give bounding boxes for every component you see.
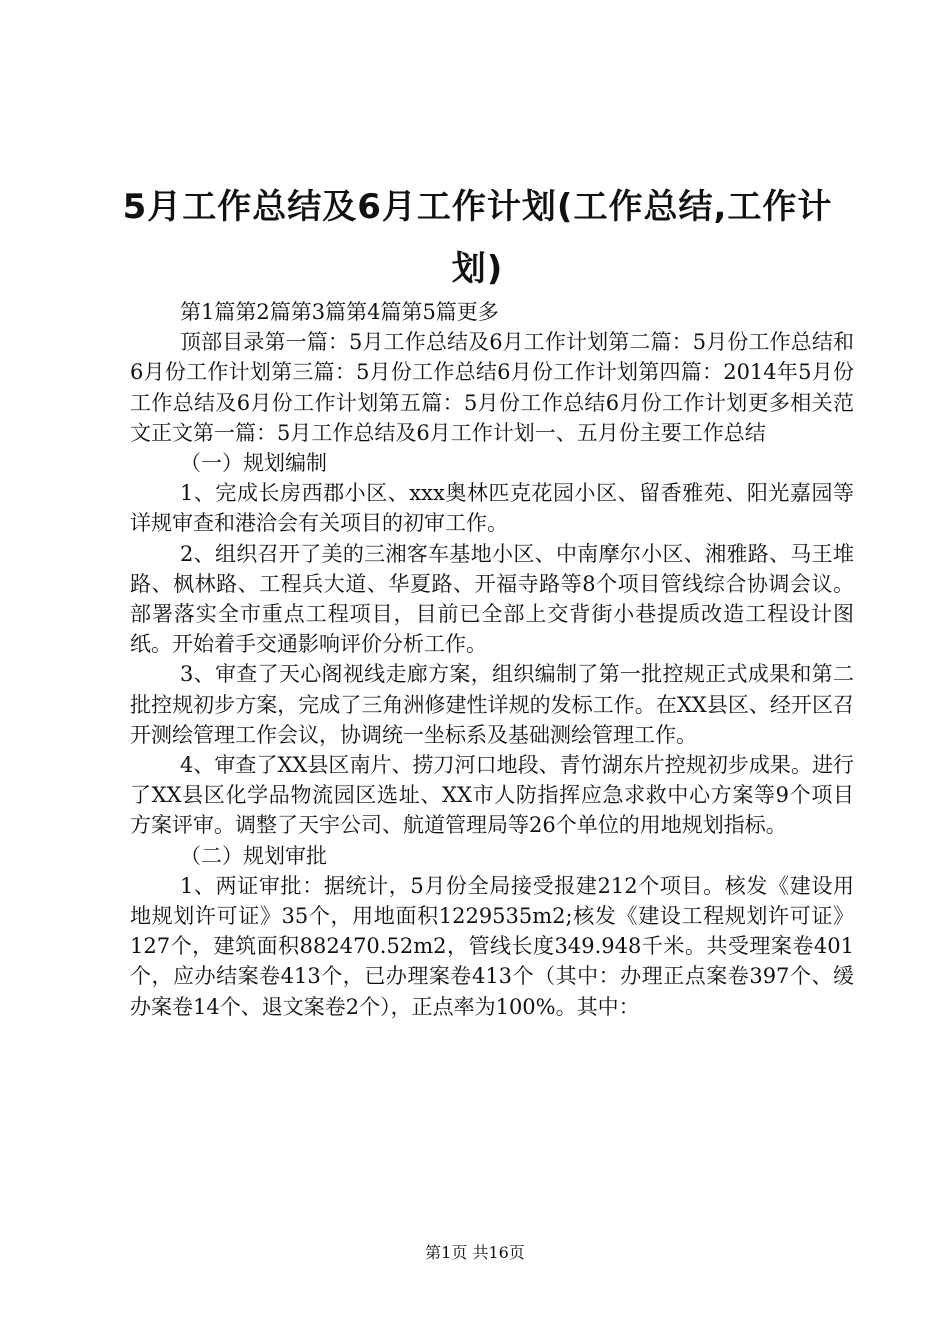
body-paragraph: 3、审查了天心阁视线走廊方案，组织编制了第一批控规正式成果和第二批控规初步方案，完成了三角洲修建性详规的发标工作。在XX县区、经开区召开测绘管理工作会议，协调统一坐标系及基础测绘管理工作。	[130, 662, 854, 747]
chapter-links: 第1篇第2篇第3篇第4篇第5篇更多	[180, 300, 499, 324]
body-paragraph: 1、两证审批：据统计，5月份全局接受报建212个项目。核发《建设用地规划许可证》35个，用地面积1229535m2;核发《建设工程规划许可证》127个，建筑面积882470.52m2，管线长度349.948千米。共受理案卷401个，应办结案卷413个，已办理案卷413个（其中：办理正点案卷397个、缓办案卷14个、退文案卷2个），正点率为100%。其中：	[130, 873, 854, 1019]
body-paragraph: 4、审查了XX县区南片、捞刀河口地段、青竹湖东片控规初步成果。进行了XX县区化学品物流园区选址、XX市人防指挥应急求救中心方案等9个项目方案评审。调整了天宇公司、航道管理局等26个单位的用地规划指标。	[130, 753, 854, 838]
section-heading-approval: （二）规划审批	[180, 843, 327, 868]
document-title: 5月工作总结及6月工作计划(工作总结,工作计划)	[122, 187, 833, 289]
body-paragraph: 1、完成长房西郡小区、xxx奥林匹克花园小区、留香雅苑、阳光嘉园等详规审查和港洽会有关项目的初审工作。	[130, 481, 854, 536]
table-of-contents-paragraph: 顶部目录第一篇：5月工作总结及6月工作计划第二篇：5月份工作总结和6月份工作计划第三篇：5月份工作总结6月份工作计划第四篇：2014年5月份工作总结及6月份工作计划第五篇：5月份工作总结6月份工作计划更多相关范文正文第一篇：5月工作总结及6月工作计划一、五月份主要工作总结	[130, 330, 854, 445]
body-paragraph: 2、组织召开了美的三湘客车基地小区、中南摩尔小区、湘雅路、马王堆路、枫林路、工程兵大道、华夏路、开福寺路等8个项目管线综合协调会议。部署落实全市重点工程项目，目前已全部上交背街小巷提质改造工程设计图纸。开始着手交通影响评价分析工作。	[130, 541, 854, 657]
page-number-footer: 第1页 共16页	[425, 1243, 525, 1262]
document-body	[130, 297, 854, 1022]
section-heading-planning: （一）规划编制	[180, 451, 327, 476]
